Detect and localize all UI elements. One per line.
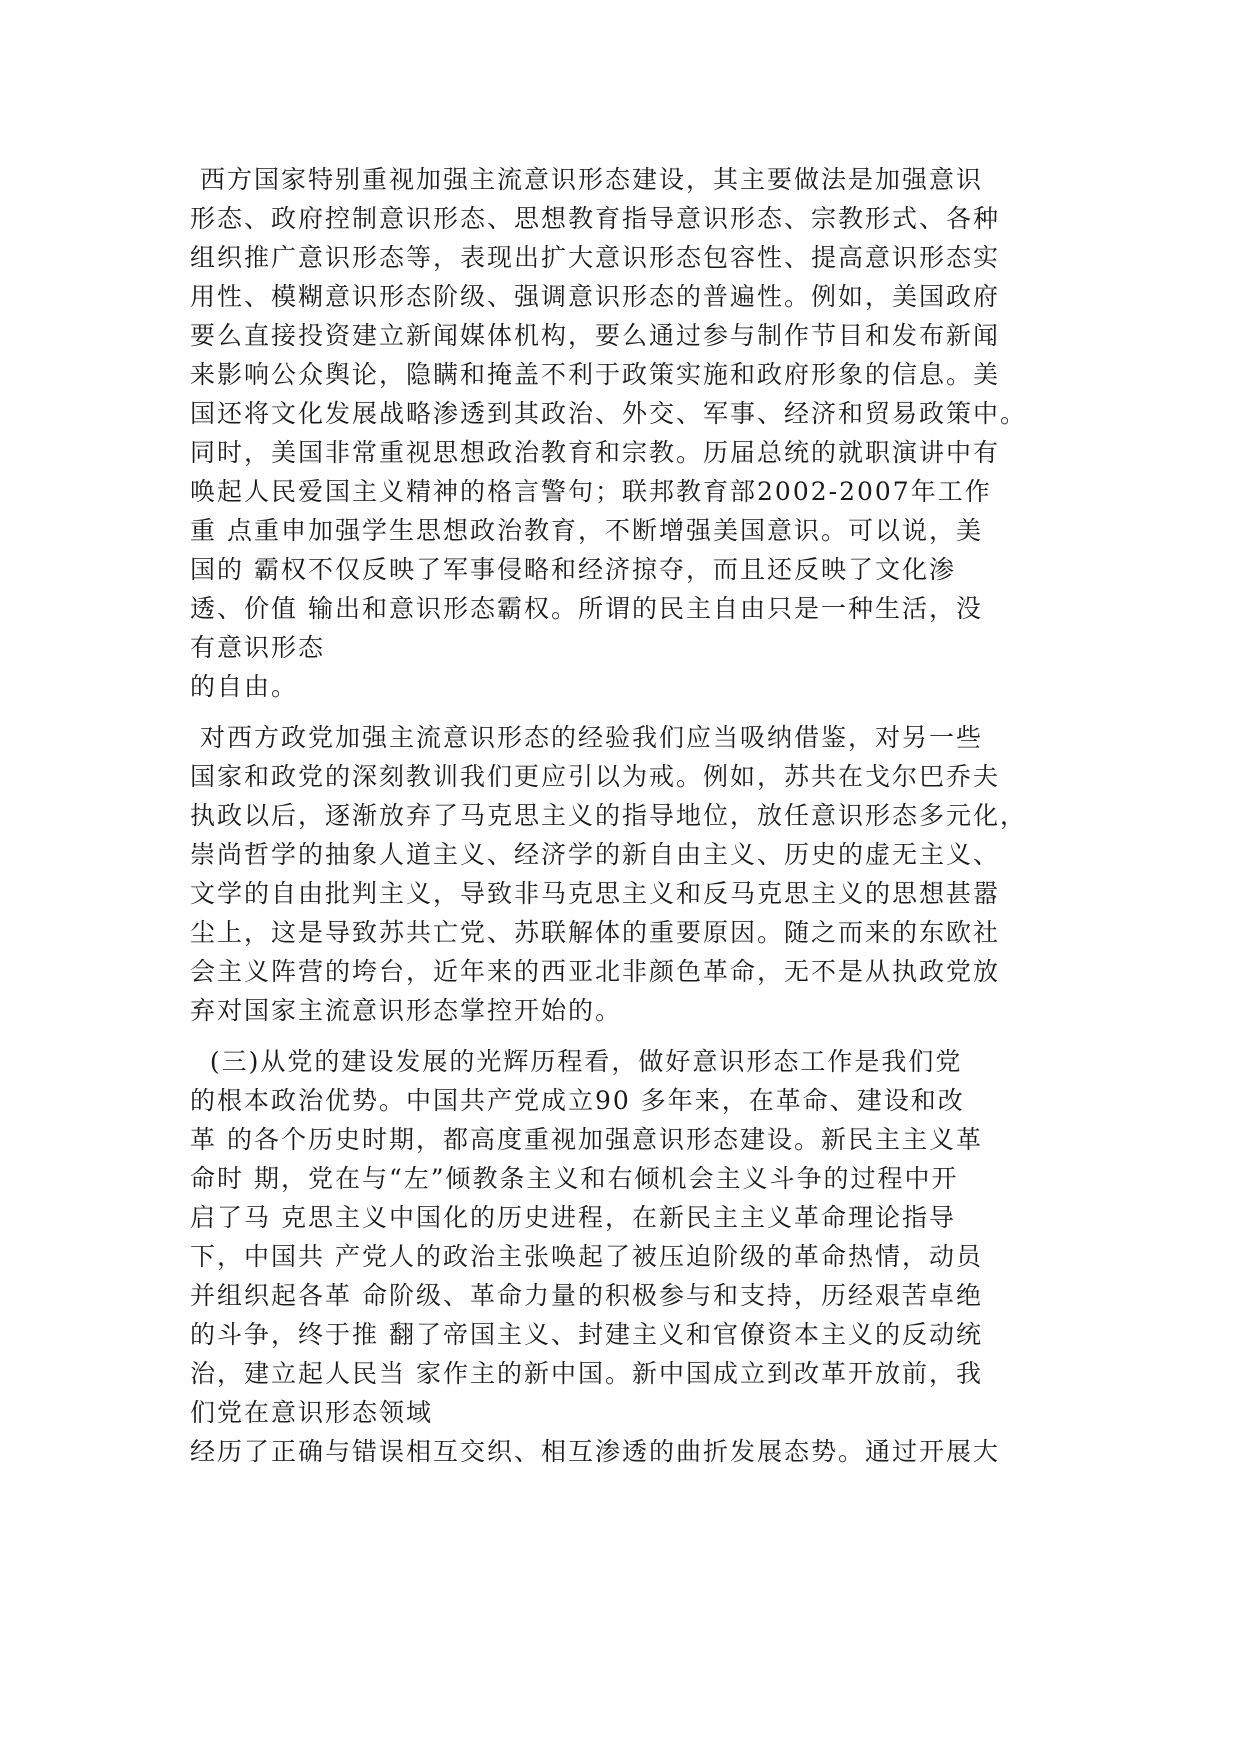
text-line: 透、价值 输出和意识形态霸权。所谓的民主自由只是一种生活，没	[190, 594, 983, 623]
text-line: 会主义阵营的垮台，近年来的西亚北非颜色革命，无不是从执政党放	[190, 957, 1001, 986]
text-line: 的斗争，终于推 翻了帝国主义、封建主义和官僚资本主义的反动统	[190, 1320, 983, 1349]
text-line: 西方国家特别重视加强主流意识形态建设，其主要做法是加强意识	[190, 165, 983, 194]
paragraph-spacer	[190, 706, 1070, 718]
text-line: 启了马 克思主义中国化的历史进程，在新民主主义革命理论指导	[190, 1203, 956, 1232]
text-line: 要么直接投资建立新闻媒体机构，要么通过参与制作节目和发布新闻	[190, 321, 1001, 350]
text-line: 有意识形态	[190, 633, 326, 662]
text-line: 治，建立起人民当 家作主的新中国。新中国成立到改革开放前，我	[190, 1359, 983, 1388]
text-line: 们党在意识形态领域	[190, 1398, 434, 1427]
text-line: 命时 期，党在与“左”倾教条主义和右倾机会主义斗争的过程中开	[190, 1164, 959, 1193]
text-line: 弃对国家主流意识形态掌控开始的。	[190, 996, 623, 1025]
document-body	[190, 160, 1070, 1471]
text-line: 唤起人民爱国主义精神的格言警句；联邦教育部2002-2007年工作	[190, 477, 992, 506]
text-line: 并组织起各革 命阶级、革命力量的积极参与和支持，历经艰苦卓绝	[190, 1281, 983, 1310]
text-line: 重 点重申加强学生思想政治教育，不断增强美国意识。可以说，美	[190, 516, 983, 545]
text-line: 同时，美国非常重视思想政治教育和宗教。历届总统的就职演讲中有	[190, 438, 1001, 467]
paragraph-3	[190, 1042, 1070, 1471]
paragraph-2	[190, 718, 1070, 1030]
text-line: 形态、政府控制意识形态、思想教育指导意识形态、宗教形式、各种	[190, 204, 1001, 233]
text-line: 的自由。	[190, 672, 299, 701]
text-line: 国家和政党的深刻教训我们更应引以为戒。例如，苏共在戈尔巴乔夫	[190, 762, 1001, 791]
text-line: 下，中国共 产党人的政治主张唤起了被压迫阶级的革命热情，动员	[190, 1242, 983, 1271]
paragraph-1	[190, 160, 1070, 706]
text-line: 文学的自由批判主义，导致非马克思主义和反马克思主义的思想甚嚣	[190, 879, 1001, 908]
paragraph-spacer	[190, 1030, 1070, 1042]
text-line: 尘上，这是导致苏共亡党、苏联解体的重要原因。随之而来的东欧社	[190, 918, 1001, 947]
text-line: 用性、模糊意识形态阶级、强调意识形态的普遍性。例如，美国政府	[190, 282, 1001, 311]
text-line: 崇尚哲学的抽象人道主义、经济学的新自由主义、历史的虚无主义、	[190, 840, 1001, 869]
text-line: 来影响公众舆论，隐瞒和掩盖不利于政策实施和政府形象的信息。美	[190, 360, 1001, 389]
text-line: 国的 霸权不仅反映了军事侵略和经济掠夺，而且还反映了文化渗	[190, 555, 956, 584]
text-line: 革 的各个历史时期，都高度重视加强意识形态建设。新民主主义革	[190, 1125, 983, 1154]
text-line: 国还将文化发展战略渗透到其政治、外交、军事、经济和贸易政策中。	[190, 399, 1028, 428]
text-line: 的根本政治优势。中国共产党成立90 多年来，在革命、建设和改	[190, 1086, 965, 1115]
text-line: 组织推广意识形态等，表现出扩大意识形态包容性、提高意识形态实	[190, 243, 1001, 272]
text-line: 执政以后，逐渐放弃了马克思主义的指导地位，放任意识形态多元化，	[190, 801, 1028, 830]
text-line: 对西方政党加强主流意识形态的经验我们应当吸纳借鉴，对另一些	[190, 723, 983, 752]
text-line: (三)从党的建设发展的光辉历程看，做好意识形态工作是我们党	[190, 1047, 963, 1076]
text-line: 经历了正确与错误相互交织、相互渗透的曲折发展态势。通过开展大	[190, 1437, 1001, 1466]
